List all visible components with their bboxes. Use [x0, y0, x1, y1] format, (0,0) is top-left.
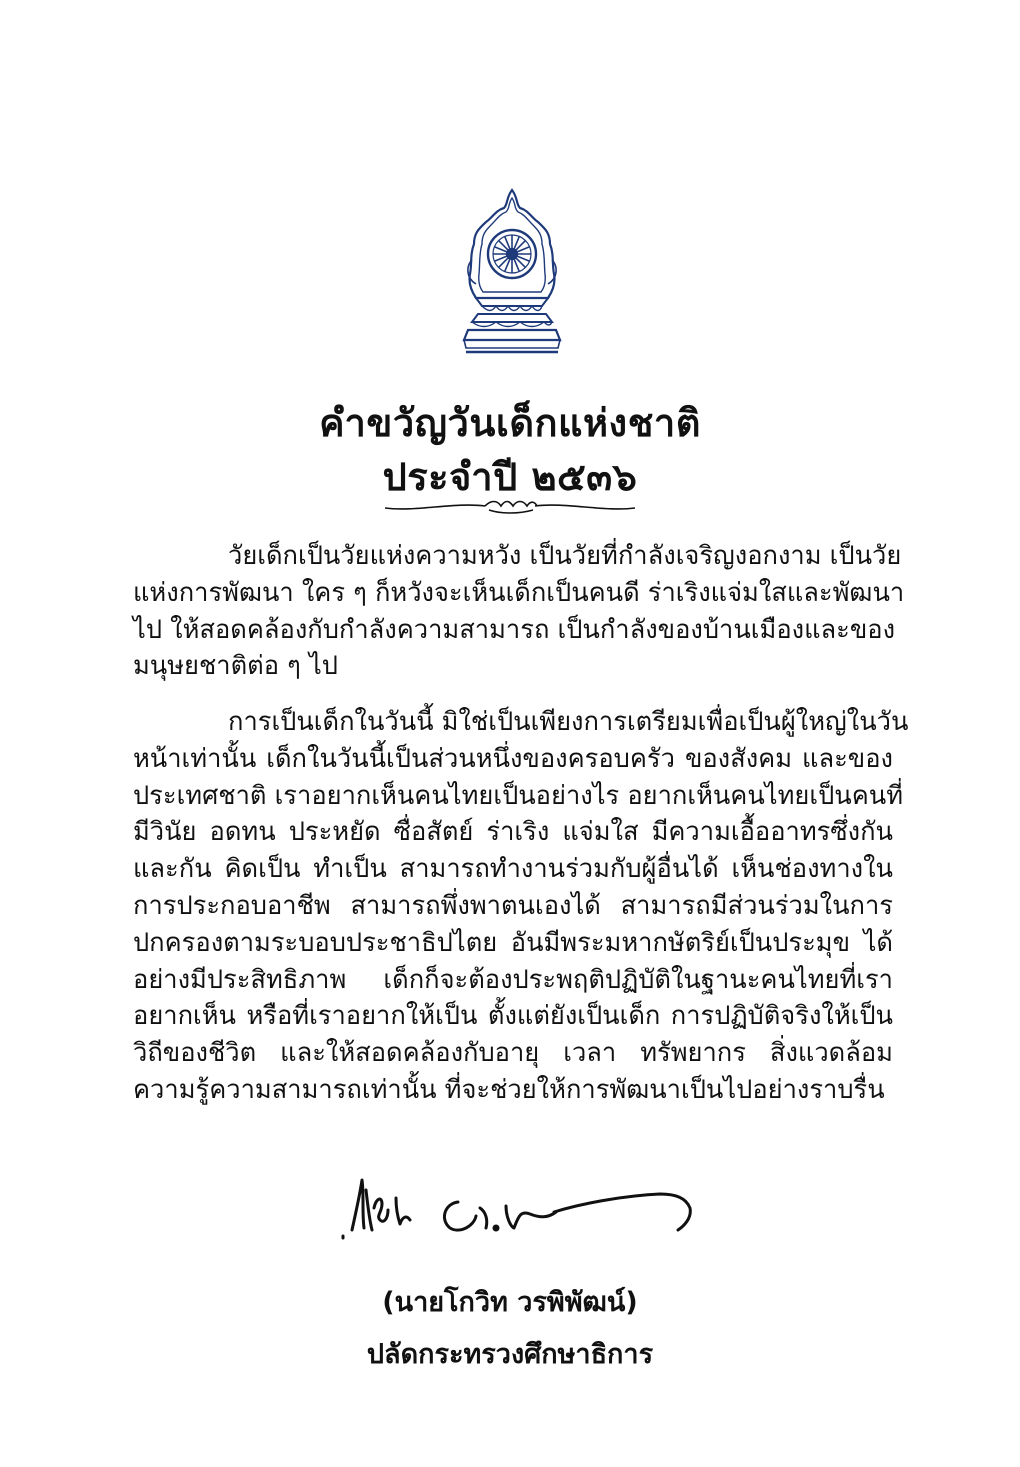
document-year: ประจำปี ๒๕๓๖	[382, 455, 638, 499]
divider-ornament-icon	[385, 492, 635, 516]
paragraph-2	[133, 704, 909, 1109]
document-title: คำขวัญวันเด็กแห่งชาติ	[319, 401, 701, 445]
paragraph-line: หน้าเท่านั้น เด็กในวันนี้เป็นส่วนหนึ่งของครอบครัว ของสังคม และของ	[133, 743, 893, 774]
signer-title: ปลัดกระทรวงศึกษาธิการ	[366, 1339, 654, 1370]
paragraph-line: อยากเห็น หรือที่เราอยากให้เป็น ตั้งแต่ยังเป็นเด็ก การปฏิบัติจริงให้เป็น	[133, 1001, 893, 1032]
paragraph-line: และกัน คิดเป็น ทำเป็น สามารถทำงานร่วมกับผู้อื่นได้ เห็นช่องทางใน	[133, 854, 893, 885]
paragraph-line: การเป็นเด็กในวันนี้ มิใช่เป็นเพียงการเตรียมเพื่อเป็นผู้ใหญ่ในวัน	[228, 707, 909, 737]
paragraph-line: ปกครองตามระบอบประชาธิปไตย อันมีพระมหากษัตริย์เป็นประมุข ได้	[133, 927, 893, 958]
paragraph-line: มนุษยชาติต่อ ๆ ไป	[133, 651, 338, 682]
paragraph-line: อย่างมีประสิทธิภาพ เด็กก็จะต้องประพฤติปฏิบัติในฐานะคนไทยที่เรา	[133, 964, 893, 995]
paragraph-line: แห่งการพัฒนา ใคร ๆ ก็หวังจะเห็นเด็กเป็นคนดี ร่าเริงแจ่มใสและพัฒนา	[133, 577, 905, 608]
ministry-emblem-icon	[462, 188, 562, 356]
paragraph-line: ความรู้ความสามารถเท่านั้น ที่จะช่วยให้การพัฒนาเป็นไปอย่างราบรื่น	[133, 1074, 885, 1105]
paragraph-1	[133, 538, 905, 685]
paragraph-line: วิถีของชีวิต และให้สอดคล้องกับอายุ เวลา ทรัพยากร สิ่งแวดล้อม	[133, 1038, 893, 1069]
signer-name: (นายโกวิท วรพิพัฒน์)	[382, 1287, 638, 1318]
paragraph-line: วัยเด็กเป็นวัยแห่งความหวัง เป็นวัยที่กำลังเจริญงอกงาม เป็นวัย	[228, 541, 902, 571]
handwritten-signature-icon	[340, 1168, 720, 1258]
paragraph-line: ประเทศชาติ เราอยากเห็นคนไทยเป็นอย่างไร อยากเห็นคนไทยเป็นคนที่	[133, 780, 904, 811]
paragraph-line: มีวินัย อดทน ประหยัด ซื่อสัตย์ ร่าเริง แจ่มใส มีความเอื้ออาทรซึ่งกัน	[133, 817, 893, 848]
paragraph-line: การประกอบอาชีพ สามารถพึ่งพาตนเองได้ สามารถมีส่วนร่วมในการ	[133, 890, 893, 921]
paragraph-line: ไป ให้สอดคล้องกับกำลังความสามารถ เป็นกำลังของบ้านเมืองและของ	[133, 614, 896, 645]
